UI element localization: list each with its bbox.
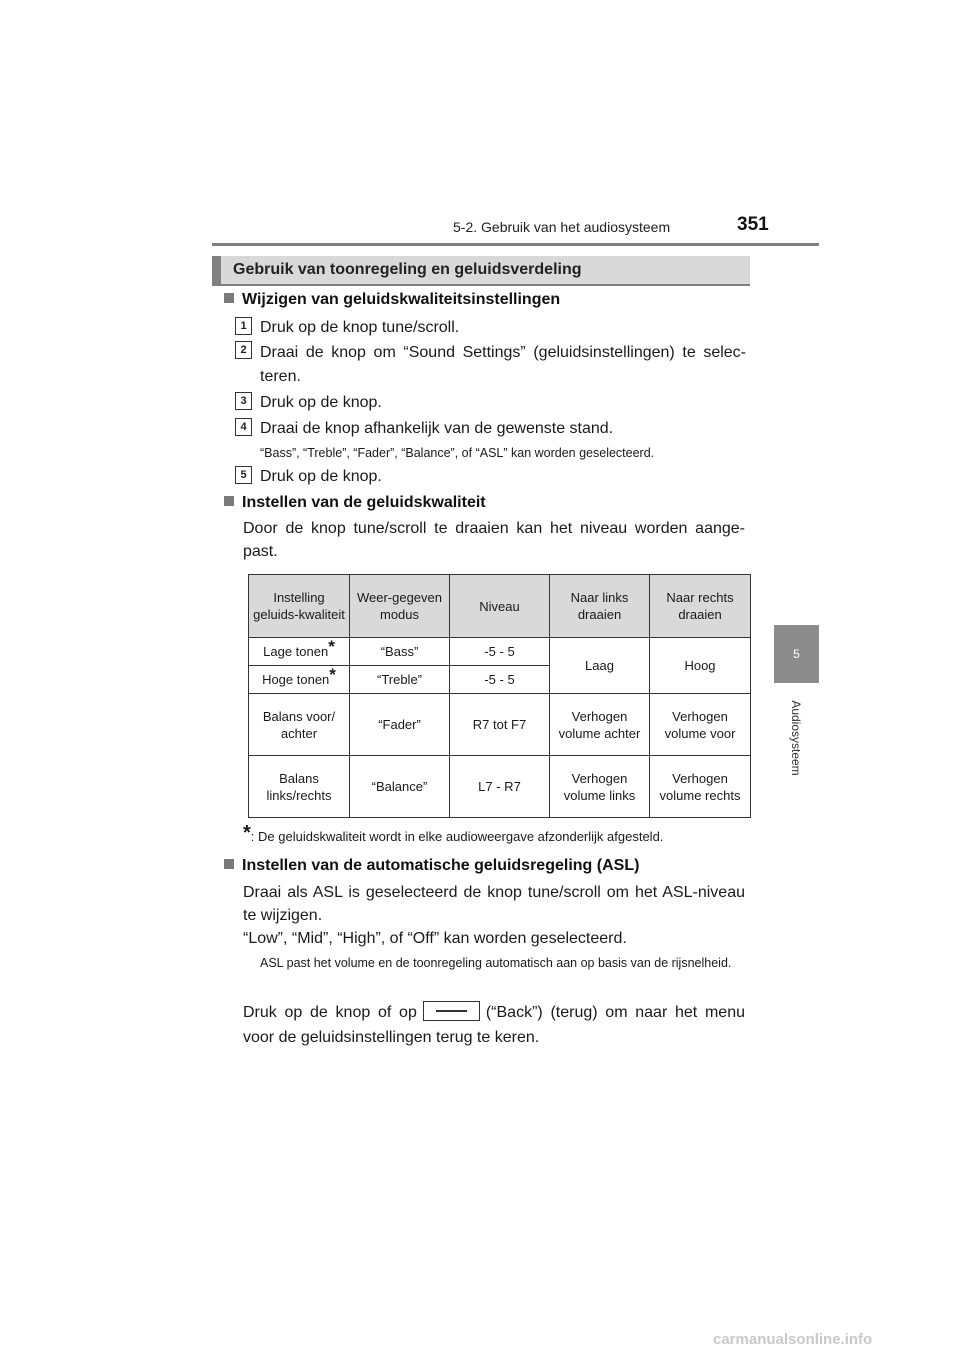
table-row	[249, 694, 751, 756]
table-cell: Verhogen volume links	[550, 756, 650, 818]
table-cell: Verhogen volume rechts	[650, 756, 751, 818]
back-instruction: Druk op de knop of op (“Back”) (terug) om naar het menu voor de geluidsinstellingen terug te keren.	[243, 1000, 745, 1050]
square-bullet-icon	[224, 496, 234, 506]
square-bullet-icon	[224, 293, 234, 303]
step-number-2: 2	[235, 341, 252, 359]
table-footnote: *: De geluidskwaliteit wordt in elke audioweergave afzonderlijk afgesteld.	[243, 822, 664, 844]
table-cell: Balans links/rechts	[249, 756, 350, 818]
step-text-5: Druk op de knop.	[260, 468, 382, 485]
table-cell: Hoog	[650, 638, 751, 694]
step-text-2: Draai de knop om “Sound Settings” (geluidsinstellingen) te selec-teren.	[260, 344, 746, 385]
table-cell: -5 - 5	[450, 638, 550, 666]
running-header-section: 5-2. Gebruik van het audiosysteem	[453, 219, 671, 235]
table-cell: R7 tot F7	[450, 694, 550, 756]
chapter-label: Audiosysteem	[789, 700, 803, 776]
section-title-bar	[212, 256, 750, 284]
step-number-1: 1	[235, 317, 252, 335]
table-cell: “Balance”	[350, 756, 450, 818]
footnote-star-icon: *	[329, 665, 336, 684]
step-text-4: Draai de knop afhankelijk van de gewenste stand.	[260, 420, 614, 437]
asl-note: ASL past het volume en de toonregeling automatisch aan op basis van de rijsnelheid.	[260, 956, 732, 970]
table-row	[249, 638, 751, 666]
table-cell: Balans voor/ achter	[249, 694, 350, 756]
table-cell: “Bass”	[350, 638, 450, 666]
step-number-4: 4	[235, 418, 252, 436]
footnote-star-icon: *	[328, 637, 335, 656]
asl-options: “Low”, “Mid”, “High”, of “Off” kan worden geselecteerd.	[243, 930, 627, 947]
section-title-underline	[212, 284, 750, 286]
table-cell: Verhogen volume voor	[650, 694, 751, 756]
table-header: Niveau	[450, 575, 550, 638]
asl-paragraph: Draai als ASL is geselecteerd de knop tune/scroll om het ASL-niveau te wijzigen.	[243, 884, 745, 924]
step-4-note: “Bass”, “Treble”, “Fader”, “Balance”, of “ASL” kan worden geselecteerd.	[260, 446, 655, 460]
table-header: Weer-gegeven modus	[350, 575, 450, 638]
table-row	[249, 756, 751, 818]
table-cell: Verhogen volume achter	[550, 694, 650, 756]
table-cell: “Fader”	[350, 694, 450, 756]
section-title: Gebruik van toonregeling en geluidsverdeling	[233, 261, 582, 278]
table-cell: Laag	[550, 638, 650, 694]
step-text-1: Druk op de knop tune/scroll.	[260, 319, 460, 336]
sound-settings-table	[248, 574, 751, 818]
step-number-5: 5	[235, 466, 252, 484]
table-cell: -5 - 5	[450, 666, 550, 694]
table-header: Naar links draaien	[550, 575, 650, 638]
table-header-row	[249, 575, 751, 638]
footnote-star-icon: *	[243, 822, 251, 844]
square-bullet-icon	[224, 859, 234, 869]
table-cell: “Treble”	[350, 666, 450, 694]
table-cell: Hoge tonen*	[249, 666, 350, 694]
back-arrow-icon	[423, 1001, 480, 1021]
page-number: 351	[737, 214, 769, 235]
table-header: Instelling geluids-kwaliteit	[249, 575, 350, 638]
table-cell: Lage tonen*	[249, 638, 350, 666]
sound-quality-paragraph: Door de knop tune/scroll te draaien kan het niveau worden aange-past.	[243, 520, 745, 560]
subheading-adjust-sound-quality: Instellen van de geluidskwaliteit	[224, 494, 486, 512]
subheading-sound-quality-settings: Wijzigen van geluidskwaliteitsinstellingen	[224, 291, 560, 309]
table-header: Naar rechts draaien	[650, 575, 751, 638]
subheading-asl: Instellen van de automatische geluidsregeling (ASL)	[224, 857, 639, 875]
chapter-tab: 5	[774, 625, 819, 683]
watermark: carmanualsonline.info	[713, 1331, 873, 1348]
step-text-3: Druk op de knop.	[260, 394, 382, 411]
header-rule	[212, 243, 819, 246]
table-cell: L7 - R7	[450, 756, 550, 818]
step-number-3: 3	[235, 392, 252, 410]
